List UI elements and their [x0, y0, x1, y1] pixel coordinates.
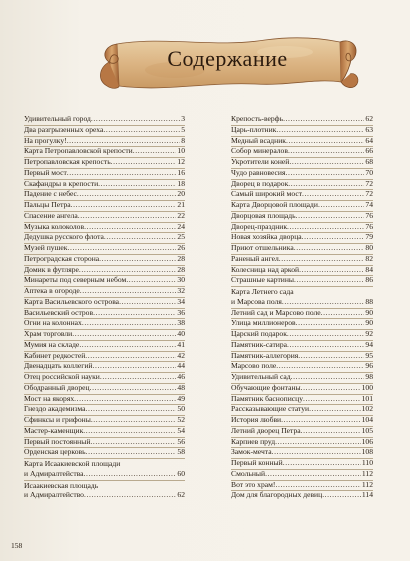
toc-entry: Рассказывающие статуи ..... 102: [231, 404, 373, 415]
toc-entry: На прогулку! ..... 8: [24, 136, 185, 147]
toc-entry: Медный всадник ..... 64: [231, 136, 373, 147]
toc-entry: Минареты под северным небом ..... 30: [24, 275, 185, 286]
toc-entry: Дворец-праздник ..... 76: [231, 222, 373, 233]
toc-entry: Памятник-сатира ..... 94: [231, 340, 373, 351]
toc-entry: Летний сад и Марсово поле ..... 90: [231, 308, 373, 319]
toc-entry: и Адмиралтейства ..... 60: [24, 469, 185, 480]
toc-entry: Музей пушек ..... 26: [24, 243, 185, 254]
toc-entry: Васильевский остров ..... 36: [24, 308, 185, 319]
toc-entry: Памятник-аллегория ..... 95: [231, 351, 373, 362]
toc-entry: Кабинет редкостей ..... 42: [24, 351, 185, 362]
toc-entry: Марсово поле ..... 96: [231, 361, 373, 372]
toc-left-column: [24, 114, 185, 501]
title-scroll-banner: [95, 30, 360, 98]
toc-entry: Карпиев пруд ..... 106: [231, 437, 373, 448]
toc-entry: Храм торговли ..... 40: [24, 329, 185, 340]
toc-entry-line1: Исаакиевская площадь: [24, 480, 185, 491]
toc-entry: Новая хозяйка дворца ..... 79: [231, 232, 373, 243]
toc-entry: Смольный ..... 112: [231, 469, 373, 480]
toc-entry: Летний дворец Петра ..... 105: [231, 426, 373, 437]
toc-entry: Первый конный ..... 110: [231, 458, 373, 469]
toc-entry: Замок-мечта ..... 108: [231, 447, 373, 458]
toc-entry: Мумия на складе ..... 41: [24, 340, 185, 351]
toc-entry: Самый широкий мост ..... 72: [231, 189, 373, 200]
toc-entry: Царский подарок ..... 92: [231, 329, 373, 340]
toc-entry-line1: Карта Летнего сада: [231, 286, 373, 297]
toc-entry: Дворцовая площадь ..... 76: [231, 211, 373, 222]
toc-entry: Двенадцать коллегий ..... 44: [24, 361, 185, 372]
toc-entry: Ободранный дворец ..... 48: [24, 383, 185, 394]
toc-entry: Первый мост ..... 16: [24, 168, 185, 179]
toc-entry: Чудо равновесия ..... 70: [231, 168, 373, 179]
toc-right-column: [231, 114, 373, 501]
toc-entry: Улица миллионеров ..... 90: [231, 318, 373, 329]
toc-entry: Гнездо академизма ..... 50: [24, 404, 185, 415]
toc-entry: Сфинксы и грифоны ..... 52: [24, 415, 185, 426]
toc-entry: Скафандры в крепости ..... 18: [24, 179, 185, 190]
toc-entry: Собор минералов ..... 66: [231, 146, 373, 157]
toc-entry: Мастер-каменщик ..... 54: [24, 426, 185, 437]
toc-entry: Огни на колоннах ..... 38: [24, 318, 185, 329]
toc-entry: Приют отшельника ..... 80: [231, 243, 373, 254]
toc-entry: Удивительный сад ..... 98: [231, 372, 373, 383]
toc-entry-line1: Карта Исаакиевской площади: [24, 458, 185, 469]
toc-entry: Пальцы Петра ..... 21: [24, 200, 185, 211]
toc-entry: Музыка колоколов ..... 24: [24, 222, 185, 233]
toc-entry: Аптека в огороде ..... 32: [24, 286, 185, 297]
toc-entry: Мост на якорях ..... 49: [24, 394, 185, 405]
toc-entry: Петроградская сторона ..... 28: [24, 254, 185, 265]
page-number: 158: [11, 541, 23, 550]
toc-entry: Отец российской науки ..... 46: [24, 372, 185, 383]
toc-entry: Карта Васильевского острова ..... 34: [24, 297, 185, 308]
page-title: Содержание: [167, 46, 288, 71]
toc-entry: Карта Дворцовой площади ..... 74: [231, 200, 373, 211]
toc-entry: Раненый ангел ..... 82: [231, 254, 373, 265]
toc-entry: Памятник баснописцу ..... 101: [231, 394, 373, 405]
toc-entry: История любви ..... 104: [231, 415, 373, 426]
toc-entry: Домик в футляре ..... 28: [24, 265, 185, 276]
toc-entry: Дворец в подарок ..... 72: [231, 179, 373, 190]
toc-entry: Первый постоянный ..... 56: [24, 437, 185, 448]
toc-entry: Царь-плотник ..... 63: [231, 125, 373, 136]
toc-entry: Страшные картины ..... 86: [231, 275, 373, 286]
toc-entry: Карта Петропавловской крепости ..... 10: [24, 146, 185, 157]
toc-entry: Колесница над аркой ..... 84: [231, 265, 373, 276]
toc-entry: Дом для благородных девиц ..... 114: [231, 490, 373, 501]
toc-entry: и Адмиралтейство ..... 62: [24, 490, 185, 501]
toc-entry: Крепость-верфь ..... 62: [231, 114, 373, 125]
toc-entry: Орденская церковь ..... 58: [24, 447, 185, 458]
toc-entry: Падение с небес ..... 20: [24, 189, 185, 200]
toc-entry: Петропавловская крепость ..... 12: [24, 157, 185, 168]
toc-entry: Спасение ангела ..... 22: [24, 211, 185, 222]
toc-entry: Обучающие фонтаны ..... 100: [231, 383, 373, 394]
toc-entry: Укротители коней ..... 68: [231, 157, 373, 168]
toc-entry: Вот это храм! ..... 112: [231, 480, 373, 491]
toc-entry: и Марсова поля ..... 88: [231, 297, 373, 308]
toc-entry: Удивительный город ..... 3: [24, 114, 185, 125]
toc-entry: Два разгрызенных ореха ..... 5: [24, 125, 185, 136]
toc-entry: Дедушка русского флота ..... 25: [24, 232, 185, 243]
